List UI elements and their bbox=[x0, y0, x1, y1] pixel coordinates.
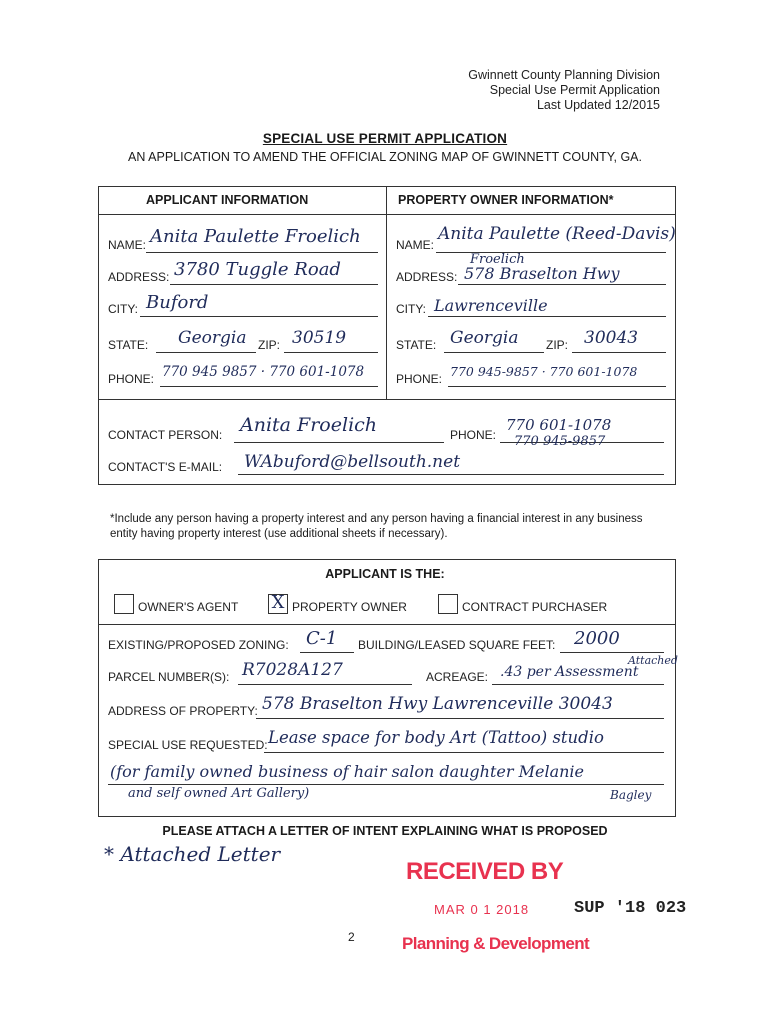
applicant-address-label: ADDRESS: bbox=[108, 270, 170, 284]
applicant-phone-value[interactable]: 770 945 9857 · 770 601-1078 bbox=[162, 364, 365, 380]
applicant-is-rule bbox=[98, 624, 676, 625]
property-owner-checkbox[interactable] bbox=[268, 594, 288, 614]
applicant-is-heading: APPLICANT IS THE: bbox=[325, 567, 445, 581]
acreage-label: ACREAGE: bbox=[426, 670, 489, 684]
applicant-address-value[interactable]: 3780 Tuggle Road bbox=[174, 259, 341, 280]
special-use-value-line3[interactable]: and self owned Art Gallery) bbox=[128, 786, 310, 801]
property-address-label: ADDRESS OF PROPERTY: bbox=[108, 704, 258, 718]
received-stamp-date: MAR 0 1 2018 bbox=[434, 902, 530, 917]
applicant-phone-label: PHONE: bbox=[108, 372, 155, 386]
applicant-state-value[interactable]: Georgia bbox=[178, 328, 247, 348]
owners-agent-label: OWNER'S AGENT bbox=[138, 600, 239, 614]
acreage-note: Attached bbox=[628, 654, 678, 667]
owner-address-line bbox=[458, 284, 666, 285]
received-stamp-title: RECEIVED BY bbox=[406, 858, 564, 885]
owner-state-line bbox=[444, 352, 544, 353]
applicant-zip-line bbox=[284, 352, 378, 353]
applicant-heading: APPLICANT INFORMATION bbox=[146, 193, 309, 207]
applicant-name-line bbox=[146, 252, 378, 253]
applicant-name-value[interactable]: Anita Paulette Froelich bbox=[150, 226, 361, 247]
contact-person-label: CONTACT PERSON: bbox=[108, 428, 223, 442]
property-address-value[interactable]: 578 Braselton Hwy Lawrenceville 30043 bbox=[262, 694, 613, 714]
contact-person-value[interactable]: Anita Froelich bbox=[240, 414, 378, 436]
property-owner-check-mark: X bbox=[271, 592, 285, 613]
special-use-line bbox=[264, 752, 664, 753]
sqft-line bbox=[560, 652, 664, 653]
acreage-value[interactable]: .43 per Assessment bbox=[500, 664, 639, 680]
owner-city-value[interactable]: Lawrenceville bbox=[434, 296, 548, 315]
applicant-city-label: CITY: bbox=[108, 302, 139, 316]
contract-purchaser-label: CONTRACT PURCHASER bbox=[462, 600, 608, 614]
parcel-label: PARCEL NUMBER(S): bbox=[108, 670, 230, 684]
page-subtitle: AN APPLICATION TO AMEND THE OFFICIAL ZONING MAP OF GWINNETT COUNTY, GA. bbox=[128, 150, 642, 164]
contact-person-line bbox=[234, 442, 444, 443]
contact-phone-value[interactable]: 770 601-1078 bbox=[506, 416, 612, 434]
property-address-line bbox=[256, 718, 664, 719]
acreage-line bbox=[492, 684, 664, 685]
contact-phone-label: PHONE: bbox=[450, 428, 497, 442]
applicant-state-label: STATE: bbox=[108, 338, 149, 352]
attach-letter-note: PLEASE ATTACH A LETTER OF INTENT EXPLAINING WHAT IS PROPOSED bbox=[162, 824, 608, 838]
owner-city-label: CITY: bbox=[396, 302, 427, 316]
applicant-city-line bbox=[140, 316, 378, 317]
special-use-value-line2[interactable]: (for family owned business of hair salon daughter Melanie bbox=[110, 762, 584, 781]
sqft-value[interactable]: 2000 bbox=[574, 628, 620, 649]
received-stamp-dept: Planning & Development bbox=[402, 934, 590, 953]
parcel-line bbox=[238, 684, 412, 685]
header-division: Gwinnett County Planning Division bbox=[468, 68, 660, 82]
owner-city-line bbox=[428, 316, 666, 317]
special-use-value-line3b[interactable]: Bagley bbox=[610, 788, 652, 802]
owner-phone-line bbox=[448, 386, 666, 387]
owner-name-value-line2[interactable]: Froelich bbox=[470, 252, 525, 267]
contact-phone-value-2[interactable]: 770 945-9857 bbox=[514, 434, 606, 449]
contact-email-line bbox=[238, 474, 664, 475]
header-updated: Last Updated 12/2015 bbox=[536, 98, 660, 112]
applicant-state-line bbox=[156, 352, 256, 353]
received-stamp-code: SUP '18 023 bbox=[574, 899, 687, 918]
owner-address-value[interactable]: 578 Braselton Hwy bbox=[464, 264, 620, 283]
box-divider bbox=[386, 186, 387, 399]
zoning-label: EXISTING/PROPOSED ZONING: bbox=[108, 638, 289, 652]
applicant-zip-label: ZIP: bbox=[258, 338, 281, 352]
applicant-city-value[interactable]: Buford bbox=[146, 292, 209, 313]
document-header bbox=[468, 68, 660, 113]
owner-phone-label: PHONE: bbox=[396, 372, 443, 386]
header-form-name: Special Use Permit Application bbox=[489, 83, 660, 97]
contact-email-value[interactable]: WAbuford@bellsouth.net bbox=[244, 452, 461, 472]
owner-heading: PROPERTY OWNER INFORMATION* bbox=[398, 193, 614, 207]
applicant-name-label: NAME: bbox=[108, 238, 147, 252]
special-use-value-line1[interactable]: Lease space for body Art (Tattoo) studio bbox=[268, 728, 604, 747]
applicant-phone-line bbox=[160, 386, 378, 387]
owner-state-value[interactable]: Georgia bbox=[450, 328, 519, 348]
special-use-label: SPECIAL USE REQUESTED: bbox=[108, 738, 268, 752]
sqft-label: BUILDING/LEASED SQUARE FEET: bbox=[358, 638, 556, 652]
applicant-address-line bbox=[170, 284, 378, 285]
page-title: SPECIAL USE PERMIT APPLICATION bbox=[262, 131, 508, 146]
page-number: 2 bbox=[348, 930, 355, 944]
owners-agent-checkbox[interactable] bbox=[114, 594, 134, 614]
special-use-line-2 bbox=[108, 784, 664, 785]
property-owner-label: PROPERTY OWNER bbox=[292, 600, 407, 614]
footnote: *Include any person having a property interest and any person having a financial interest in any business entity having property interest (use additional sheets if necessary). bbox=[110, 513, 643, 540]
owner-name-label: NAME: bbox=[396, 238, 435, 252]
owner-address-label: ADDRESS: bbox=[396, 270, 458, 284]
attach-handwritten-note: * Attached Letter bbox=[104, 842, 281, 866]
owner-name-value[interactable]: Anita Paulette (Reed-Davis) bbox=[438, 224, 676, 244]
owner-zip-label: ZIP: bbox=[546, 338, 569, 352]
contract-purchaser-checkbox[interactable] bbox=[438, 594, 458, 614]
zoning-value[interactable]: C-1 bbox=[306, 628, 338, 649]
contact-email-label: CONTACT'S E-MAIL: bbox=[108, 460, 223, 474]
applicant-zip-value[interactable]: 30519 bbox=[292, 328, 347, 348]
owner-zip-line bbox=[572, 352, 666, 353]
owner-state-label: STATE: bbox=[396, 338, 437, 352]
owner-zip-value[interactable]: 30043 bbox=[584, 328, 639, 348]
parcel-value[interactable]: R7028A127 bbox=[242, 660, 343, 680]
owner-phone-value[interactable]: 770 945-9857 · 770 601-1078 bbox=[450, 364, 638, 379]
zoning-line bbox=[300, 652, 354, 653]
box-header-rule bbox=[98, 214, 676, 215]
